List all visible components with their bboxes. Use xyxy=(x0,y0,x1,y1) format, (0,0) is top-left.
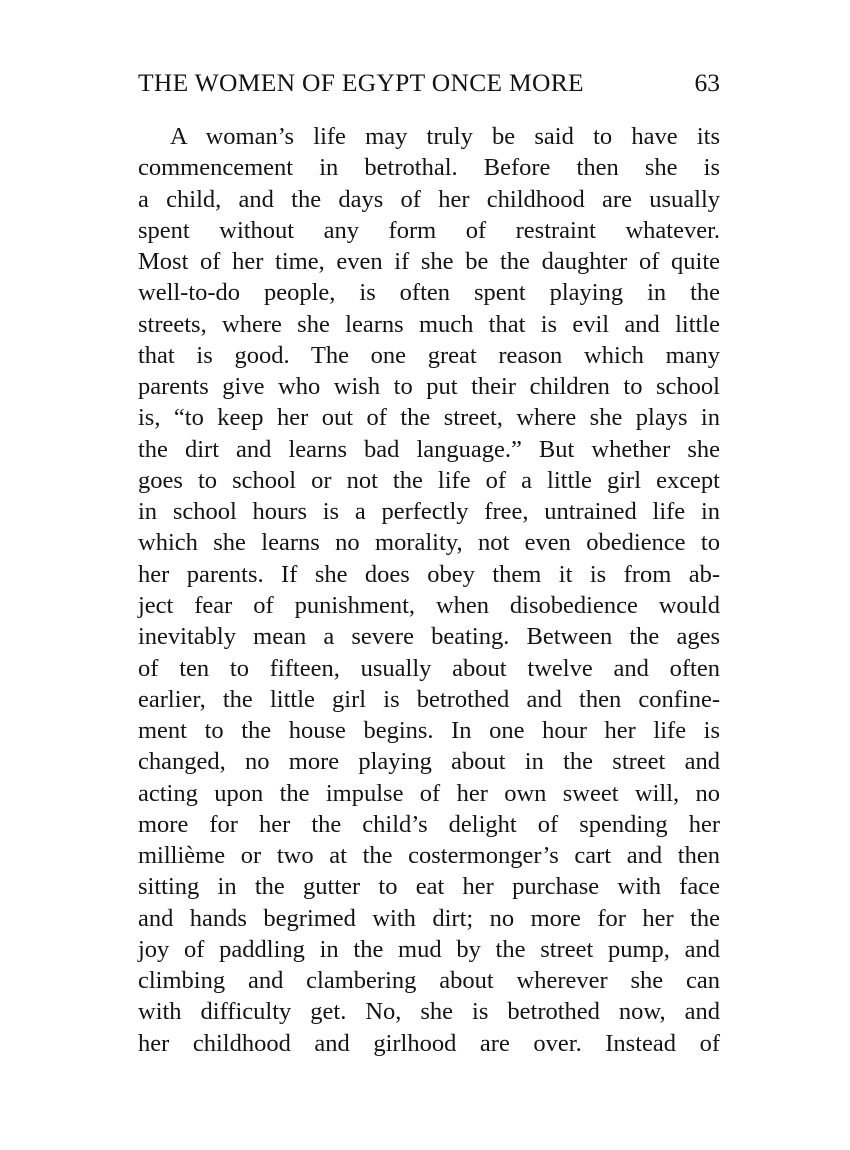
running-title: THE WOMEN OF EGYPT ONCE MORE xyxy=(138,68,584,97)
text-line: climbing and clambering about wherever she can xyxy=(138,967,720,995)
text-line: goes to school or not the life of a little girl except xyxy=(138,466,720,494)
text-line: joy of paddling in the mud by the street pump, and xyxy=(138,935,720,963)
text-line: her childhood and girlhood are over. Instead of xyxy=(138,1029,720,1057)
text-line: inevitably mean a severe beating. Between the ages xyxy=(138,623,720,651)
text-line: earlier, the little girl is betrothed and then confine- xyxy=(138,685,720,713)
text-line: of ten to fifteen, usually about twelve and often xyxy=(138,654,720,682)
text-line: streets, where she learns much that is evil and little xyxy=(138,310,720,338)
text-line: commencement in betrothal. Before then she is xyxy=(138,154,720,182)
text-line: with difficulty get. No, she is betrothed now, and xyxy=(138,998,720,1026)
text-line: a child, and the days of her childhood are usually xyxy=(138,185,720,213)
running-head xyxy=(138,68,720,108)
page-number: 63 xyxy=(694,68,720,97)
text-line: Most of her time, even if she be the daughter of quite xyxy=(138,248,720,276)
text-line: ject fear of punishment, when disobedience would xyxy=(138,591,720,619)
text-line: ment to the house begins. In one hour her life is xyxy=(138,717,720,745)
text-line: more for her the child’s delight of spending her xyxy=(138,810,720,838)
body-paragraph xyxy=(138,121,720,1059)
text-line: in school hours is a perfectly free, untrained life in xyxy=(138,498,720,526)
text-line: and hands begrimed with dirt; no more for her the xyxy=(138,904,720,932)
text-line: acting upon the impulse of her own sweet will, no xyxy=(138,779,720,807)
text-line: the dirt and learns bad language.” But whether she xyxy=(138,435,720,463)
text-line: parents give who wish to put their children to school xyxy=(138,373,720,401)
text-line: A woman’s life may truly be said to have its xyxy=(170,123,720,150)
text-line: which she learns no morality, not even obedience to xyxy=(138,529,720,557)
text-line: millième or two at the costermonger’s cart and then xyxy=(138,842,720,870)
text-line: well-to-do people, is often spent playing in the xyxy=(138,279,720,307)
text-line: her parents. If she does obey them it is from ab- xyxy=(138,560,720,588)
text-line: is, “to keep her out of the street, where she plays in xyxy=(138,404,720,432)
text-line: changed, no more playing about in the street and xyxy=(138,748,720,776)
text-line: sitting in the gutter to eat her purchase with face xyxy=(138,873,720,901)
text-line: spent without any form of restraint whatever. xyxy=(138,216,720,244)
text-line: that is good. The one great reason which many xyxy=(138,341,720,369)
